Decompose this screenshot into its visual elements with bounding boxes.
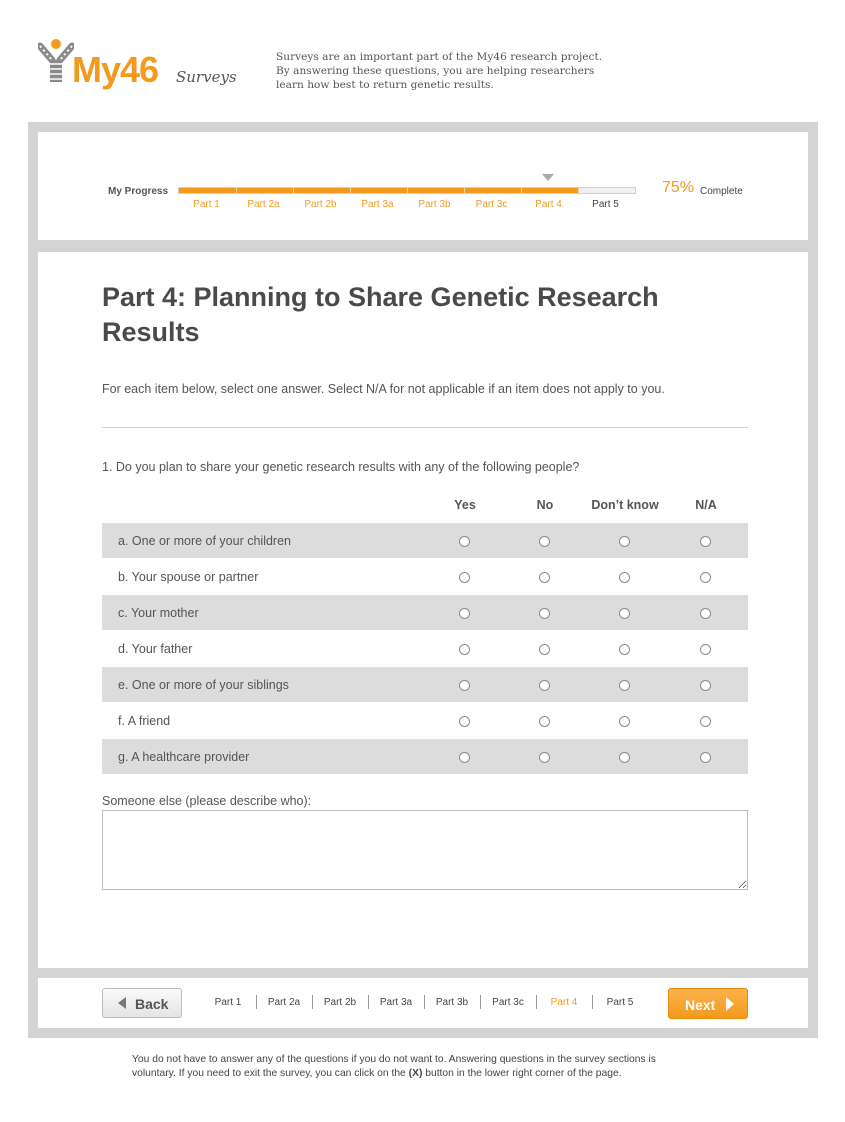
question-panel	[38, 252, 808, 968]
answer-grid	[102, 523, 748, 775]
answer-radio[interactable]	[619, 716, 630, 727]
navigation-bar	[38, 978, 808, 1028]
footer-line: You do not have to answer any of the questions if you do not want to. Answering questions in the survey sections is	[132, 1054, 656, 1065]
column-header: N/A	[695, 498, 717, 512]
answer-radio[interactable]	[700, 608, 711, 619]
row-label: g. A healthcare provider	[118, 750, 250, 764]
footer-line: voluntary. If you need to exit the survey, you can click on the (X) button in the lower right corner of the page.	[132, 1068, 622, 1079]
row-label: f. A friend	[118, 714, 171, 728]
row-label: a. One or more of your children	[118, 534, 291, 548]
answer-radio[interactable]	[539, 680, 550, 691]
row-label: c. Your mother	[118, 606, 199, 620]
answer-radio[interactable]	[619, 644, 630, 655]
nav-part-link[interactable]: Part 2a	[267, 997, 301, 1008]
someone-else-label: Someone else (please describe who):	[102, 794, 312, 808]
row-label: e. One or more of your siblings	[118, 678, 289, 692]
question-text: 1. Do you plan to share your genetic research results with any of the following people?	[102, 460, 580, 474]
progress-segment-divider	[578, 188, 579, 193]
answer-radio[interactable]	[459, 716, 470, 727]
progress-segment-divider	[407, 188, 408, 193]
answer-radio[interactable]	[619, 572, 630, 583]
column-header: No	[536, 498, 554, 512]
answer-radio[interactable]	[539, 536, 550, 547]
footer-note	[132, 1053, 732, 1081]
progress-segment-divider	[293, 188, 294, 193]
table-row	[102, 523, 748, 559]
table-row	[102, 703, 748, 739]
back-button-label: Back	[135, 996, 169, 1012]
table-row	[102, 595, 748, 631]
answer-radio[interactable]	[619, 608, 630, 619]
progress-complete-label: Complete	[700, 186, 743, 197]
back-button[interactable]	[102, 988, 182, 1018]
tagline-line: learn how best to return genetic results.	[276, 79, 494, 91]
logo-subtitle: Surveys	[176, 68, 237, 86]
answer-radio[interactable]	[459, 572, 470, 583]
someone-else-textarea[interactable]	[102, 810, 748, 890]
nav-part-link[interactable]: Part 4	[550, 997, 578, 1008]
divider	[102, 427, 748, 428]
nav-part-link[interactable]: Part 3c	[492, 997, 524, 1008]
column-header: Yes	[454, 498, 476, 512]
row-label: b. Your spouse or partner	[118, 570, 259, 584]
answer-radio[interactable]	[539, 716, 550, 727]
next-arrow-icon	[726, 997, 734, 1011]
logo-text: My46	[72, 49, 159, 90]
answer-radio[interactable]	[700, 572, 711, 583]
progress-segment-divider	[464, 188, 465, 193]
table-row	[102, 559, 748, 595]
progress-bar	[178, 187, 636, 194]
survey-frame	[28, 122, 818, 1038]
nav-part-link[interactable]: Part 5	[606, 997, 634, 1008]
progress-part-label: Part 2a	[247, 199, 280, 210]
answer-radio[interactable]	[700, 536, 711, 547]
table-row	[102, 739, 748, 775]
page-title: Part 4: Planning to Share Genetic Research Results	[102, 282, 659, 347]
answer-radio[interactable]	[700, 716, 711, 727]
current-part-marker-icon	[542, 174, 554, 181]
answer-radio[interactable]	[539, 572, 550, 583]
next-button[interactable]	[668, 988, 748, 1019]
answer-radio[interactable]	[619, 680, 630, 691]
progress-part-label: Part 3a	[361, 199, 394, 210]
table-row	[102, 631, 748, 667]
back-arrow-icon	[118, 997, 126, 1009]
row-label: d. Your father	[118, 642, 193, 656]
instructions: For each item below, select one answer. Select N/A for not applicable if an item does not apply to you.	[102, 382, 665, 396]
answer-radio[interactable]	[700, 680, 711, 691]
tagline-line: Surveys are an important part of the My46 research project.	[276, 51, 603, 63]
nav-part-link[interactable]: Part 2b	[323, 997, 357, 1008]
progress-part-label: Part 5	[592, 199, 619, 210]
answer-radio[interactable]	[459, 752, 470, 763]
answer-radio[interactable]	[619, 536, 630, 547]
next-button-label: Next	[685, 997, 716, 1013]
progress-percent: 75%	[662, 179, 695, 196]
column-header: Don’t know	[591, 498, 659, 512]
progress-part-label: Part 4	[535, 199, 562, 210]
dna-figure-icon	[38, 38, 74, 84]
nav-part-link[interactable]: Part 1	[214, 997, 242, 1008]
answer-radio[interactable]	[700, 752, 711, 763]
answer-radio[interactable]	[459, 680, 470, 691]
nav-part-link[interactable]: Part 3b	[435, 997, 469, 1008]
answer-radio[interactable]	[619, 752, 630, 763]
progress-part-label: Part 2b	[304, 199, 337, 210]
answer-radio[interactable]	[459, 608, 470, 619]
tagline	[276, 50, 606, 92]
progress-segment-divider	[236, 188, 237, 193]
answer-radio[interactable]	[459, 536, 470, 547]
progress-panel	[38, 132, 808, 240]
progress-part-label: Part 3b	[418, 199, 451, 210]
answer-radio[interactable]	[539, 644, 550, 655]
progress-segment-divider	[521, 188, 522, 193]
answer-radio[interactable]	[539, 752, 550, 763]
nav-part-link[interactable]: Part 3a	[379, 997, 413, 1008]
progress-fill	[179, 188, 578, 193]
answer-radio[interactable]	[459, 644, 470, 655]
tagline-line: By answering these questions, you are helping researchers	[276, 65, 595, 77]
progress-label: My Progress	[108, 186, 169, 197]
progress-segment-divider	[350, 188, 351, 193]
page-header	[0, 0, 845, 122]
progress-part-label: Part 3c	[475, 199, 508, 210]
answer-radio[interactable]	[700, 644, 711, 655]
progress-part-label: Part 1	[193, 199, 220, 210]
table-row	[102, 667, 748, 703]
answer-radio[interactable]	[539, 608, 550, 619]
exit-x-hint: (X)	[408, 1068, 423, 1079]
my46-logo[interactable]	[38, 34, 248, 94]
